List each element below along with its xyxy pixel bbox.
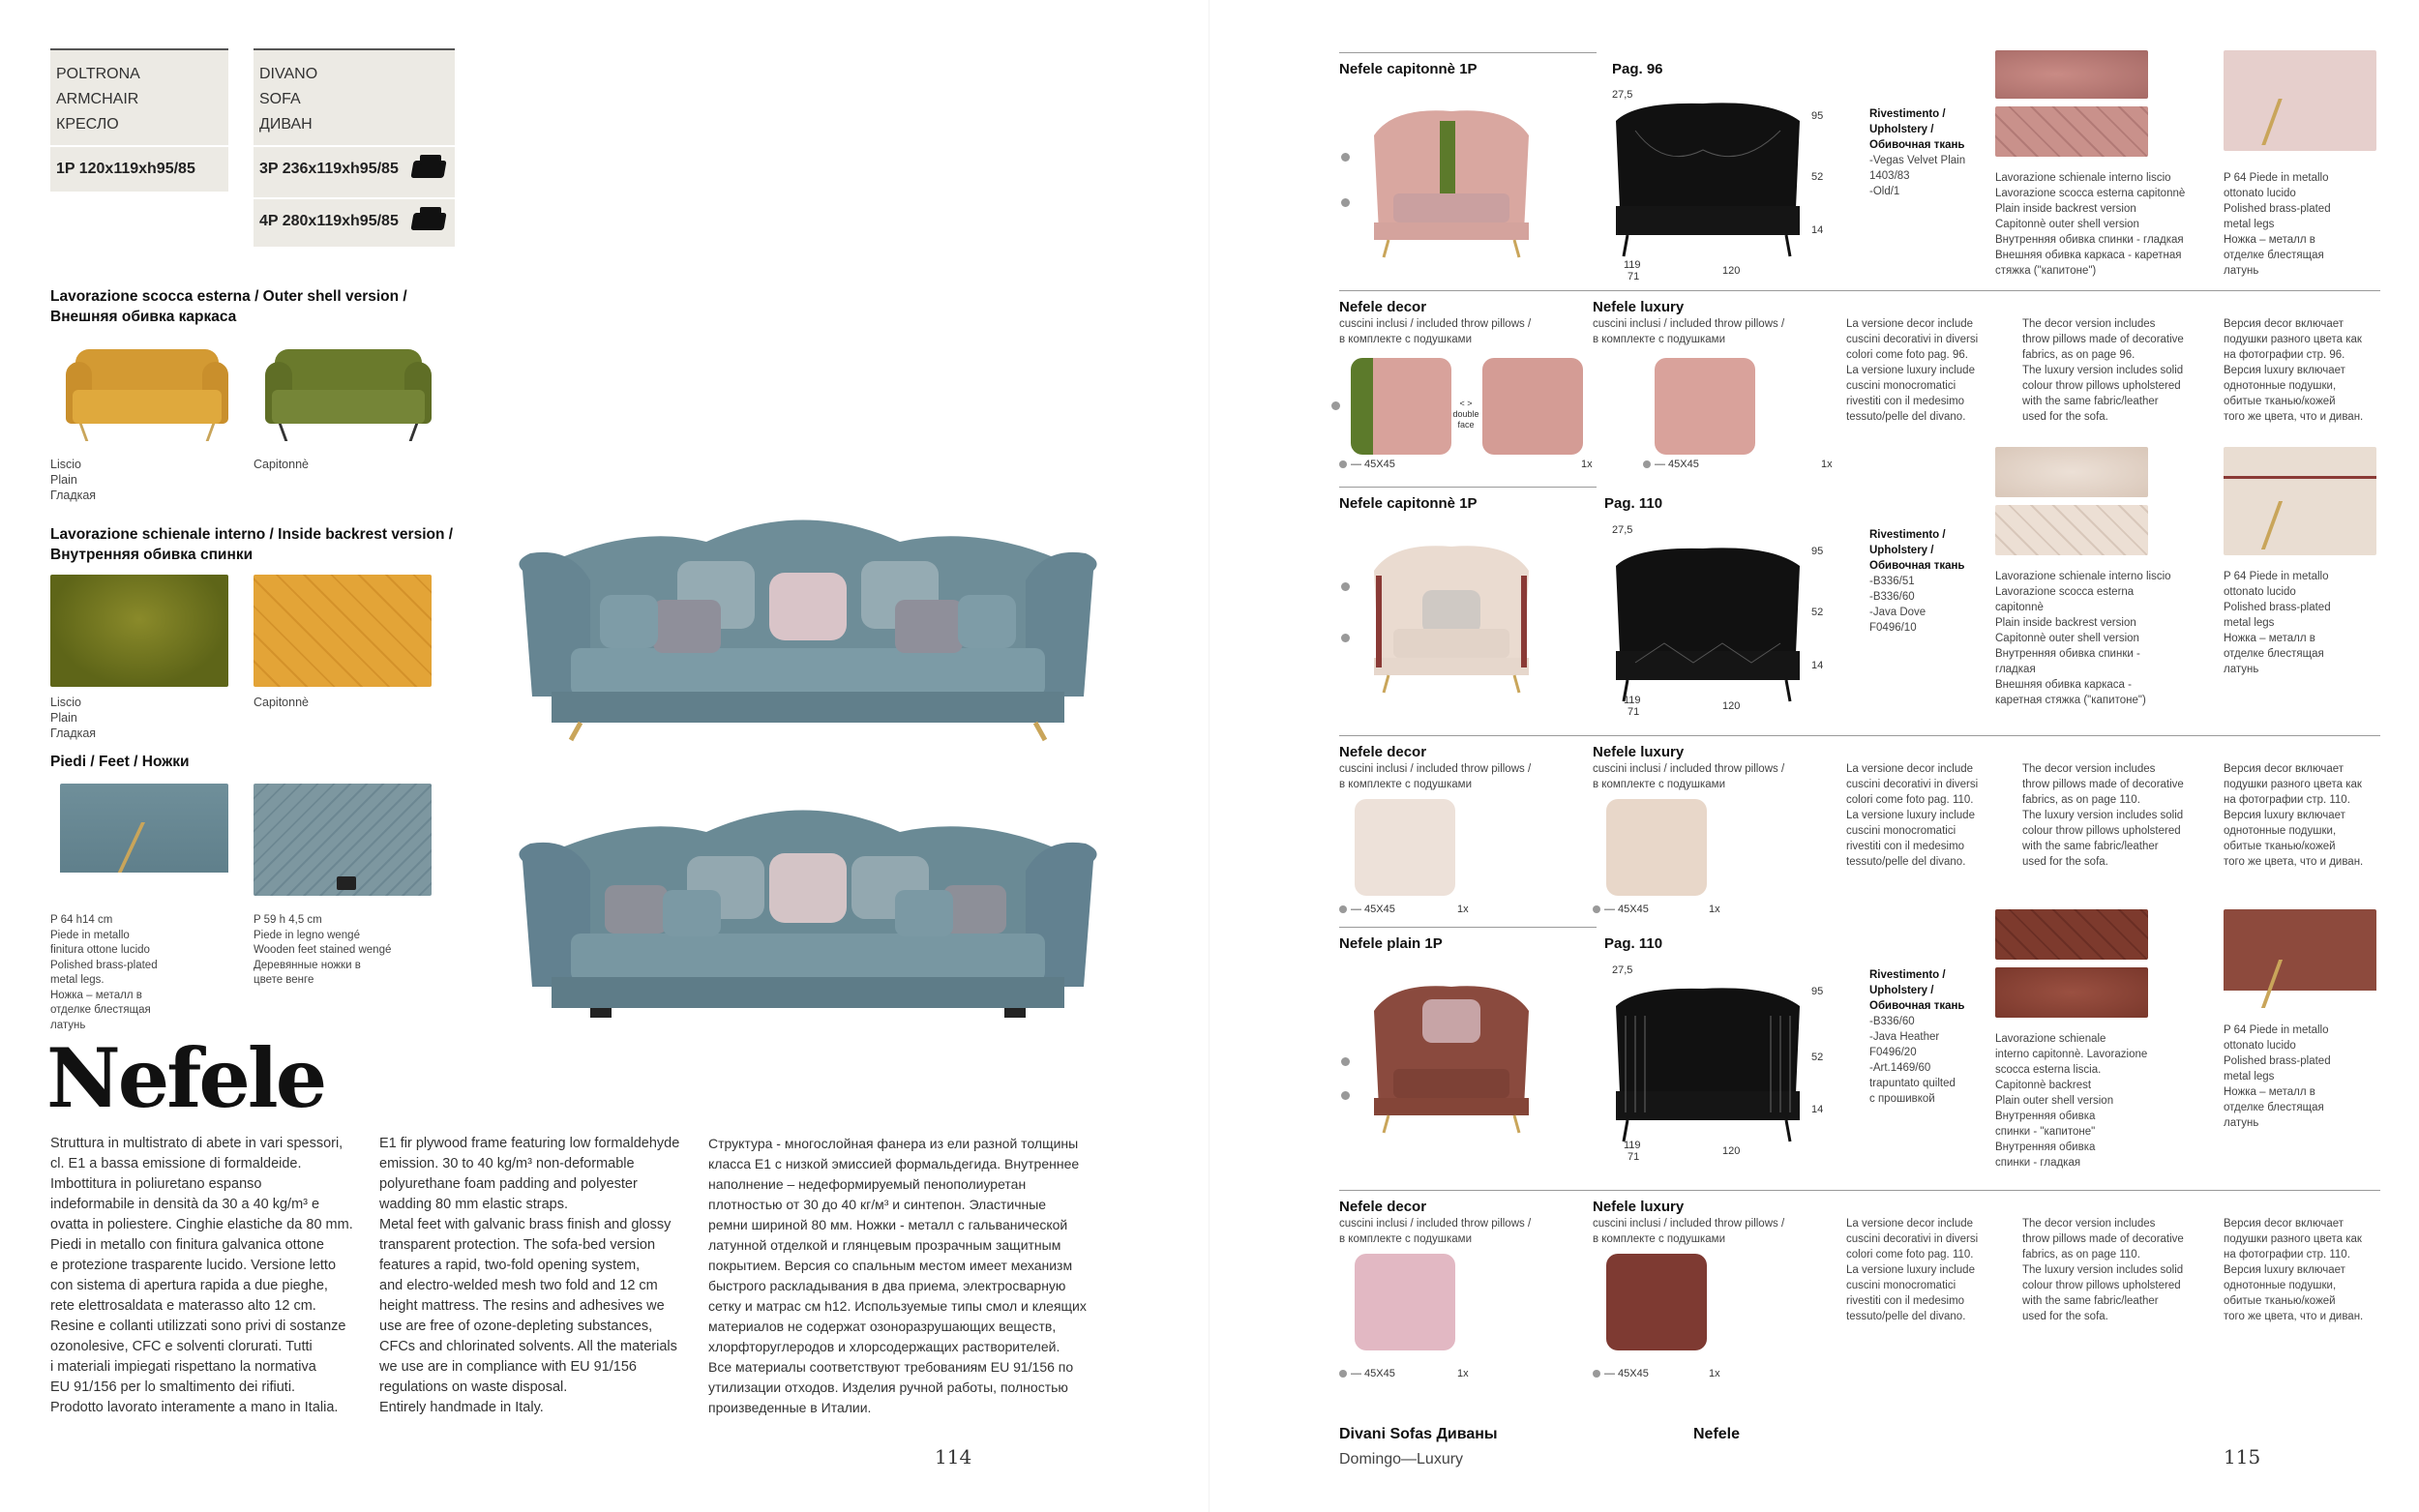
block1-description: Lavorazione schienale interno liscio Lavorazione scocca esterna capitonnè Plain inside backrest version Capitonnè outer shell version Внутренняя обивка спинки - гладкая Внешняя обивка каркаса - каретная стяжка ("капитоне") — [1995, 172, 2186, 277]
outer-shell-plain-label: Liscio Plain Гладкая — [50, 458, 97, 502]
decor1-pillow-qty: 1x — [1581, 459, 1593, 470]
luxury1-pillow-qty: 1x — [1821, 459, 1833, 470]
block1-title: Nefele capitonnè 1P — [1339, 61, 1478, 77]
block3-description: Lavorazione schienale interno capitonnè. Lavorazione scocca esterna liscia. Capitonnè backrest Plain outer shell version Внутренняя обивка спинки - "капитоне" Внутренняя обивка спинки - гладкая — [1995, 1033, 2148, 1169]
page-number-right: 115 — [2224, 1445, 2261, 1468]
decor3-title: Nefele decor — [1339, 1199, 1427, 1215]
backrest-plain-swatch — [50, 575, 228, 687]
decor2-pillow — [1355, 799, 1455, 896]
block2-armchair-image — [1355, 532, 1548, 697]
backrest-plain-label: Liscio Plain Гладкая — [50, 696, 97, 740]
decor1-subtitle: cuscini inclusi / included throw pillows / в комплекте с подушками — [1339, 318, 1532, 345]
block2-description: Lavorazione schienale interno liscio Lavorazione scocca esterna capitonnè Plain inside backrest version Capitonnè outer shell version Внутренняя обивка спинки - гладкая Внешняя обивка каркаса - каретная стяжка ("капитоне") — [1995, 571, 2171, 706]
decor1-info-it: La versione decor include cuscini decorativi in diversi colori come foto pag. 96. La versione luxury include cuscini monocromatici rivestiti con il medesimo tessuto/pelle del divano. — [1846, 318, 1979, 423]
luxury1-pillow — [1655, 358, 1755, 455]
decor2-info-it: La versione decor include cuscini decorativi in diversi colori come foto pag. 110. La versione luxury include cuscini monocromatici rivestiti con il medesimo tessuto/pelle del divano. — [1846, 763, 1979, 868]
sofa-image-metal-feet — [513, 503, 1103, 745]
block2-feet-photo — [2224, 447, 2376, 555]
sofa-image-wood-feet — [513, 793, 1103, 1025]
description-italian: Struttura in multistrato di abete in vari spessori, cl. E1 a bassa emissione di formaldeide. Imbottitura in poliuretano espanso indeformabile in densità da 30 a 40 kg/m³ e ovatta in poliestere. Cinghie elastiche da 80 mm. Piedi in metallo con finitura galvanica ottone e protezione trasparente lucido. Versione letto con sistema di apertura rapida a due pieghe, rete elettrosaldata e materasso alto 12 cm. Resine e collanti utilizzati sono privi di sostanze ozonolesive, CFC e solventi clorurati. Tutti i materiali impiegati rispettano la normativa EU 91/156 per lo smaltimento dei rifiuti. Prodotto lavorato interamente a mano in Italia. — [50, 1136, 353, 1415]
luxury1-pillow-size: — 45X45 — [1655, 459, 1699, 470]
sofa-names: DIVANO SOFA ДИВАН — [259, 66, 318, 133]
block2-feet-text: P 64 Piede in metallo ottonato lucido Polished brass-plated metal legs Ножка – металл в отделке блестящая латунь — [2224, 571, 2331, 675]
luxury3-subtitle: cuscini inclusi / included throw pillows / в комплекте с подушками — [1593, 1218, 1785, 1245]
decor3-pillow-qty: 1x — [1457, 1368, 1469, 1379]
block1-page-ref: Pag. 96 — [1612, 61, 1663, 77]
block3-armchair-image — [1355, 972, 1548, 1137]
double-face-label: < > double face — [1452, 399, 1479, 430]
page-number-left: 114 — [935, 1445, 972, 1468]
size-table-sofa — [254, 48, 455, 247]
block1-armchair-diagram — [1606, 92, 1809, 261]
sofa-4p-icon — [412, 207, 445, 230]
footer-section: Divani Sofas Диваны — [1339, 1426, 1498, 1442]
decor1-pillow-front — [1351, 358, 1451, 455]
luxury2-subtitle: cuscini inclusi / included throw pillows / в комплекте с подушками — [1593, 763, 1785, 790]
decor3-pillow-size: — 45X45 — [1351, 1368, 1395, 1379]
sofa-3p-icon — [412, 155, 445, 178]
outer-shell-heading: Lavorazione scocca esterna / Outer shell version / Внешняя обивка каркаса — [50, 288, 407, 325]
feet-metal-image — [60, 784, 228, 892]
block3-feet-photo — [2224, 909, 2376, 1014]
luxury3-title: Nefele luxury — [1593, 1199, 1685, 1215]
block2-upholstery: Rivestimento / Upholstery / Обивочная ткань -B336/51 -B336/60 -Java Dove F0496/10 — [1869, 529, 1965, 634]
description-russian: Структура - многослойная фанера из ели разной толщины класса E1 с низкой эмиссией формальдегида. Внутреннее наполнение – недеформируемый пенополиуретан плотностью от 30 до 40 кг/м³ и синтепон. Эластичные ремни шириной 80 мм. Ножки - металл с гальванической латунной отделкой и глянцевым прозрачным защитным покрытием. Версия со спальным местом имеет механизм быстрого раскладывания в два приема, электросварную сетку и матрас см h12. Используемые типы смол и клеящих материалов не содержат озоноразрушающих веществ, хлорфторуглеродов и хлорсодержащих растворителей. Все материалы соответствуют требованиям EU 91/156 по утилизации отходов. Изделия ручной работы, полностью произведенные в Италии. — [708, 1136, 1087, 1415]
luxury3-pillow — [1606, 1254, 1707, 1350]
luxury2-pillow-qty: 1x — [1709, 904, 1720, 915]
block1-fabric-swatch-2 — [1995, 106, 2148, 157]
decor2-info-en: The decor version includes throw pillows made of decorative fabrics, as on page 110. The luxury version includes solid colour throw pillows upholstered with the same fabric/leather used for the sofa. — [2022, 763, 2184, 868]
luxury1-subtitle: cuscini inclusi / included throw pillows / в комплекте с подушками — [1593, 318, 1785, 345]
luxury1-title: Nefele luxury — [1593, 299, 1685, 315]
decor3-info-ru: Версия decor включает подушки разного цвета как на фотографии стр. 110. Версия luxury включает однотонные подушки, обитые тканью/кожей того же цвета, что и диван. — [2224, 1218, 2364, 1322]
block3-armchair-diagram — [1606, 977, 1809, 1146]
decor2-info-ru: Версия decor включает подушки разного цвета как на фотографии стр. 110. Версия luxury включает однотонные подушки, обитые тканью/кожей того же цвета, что и диван. — [2224, 763, 2364, 868]
feet-heading: Piedi / Feet / Ножки — [50, 754, 190, 770]
footer-subtitle: Domingo—Luxury — [1339, 1451, 1464, 1468]
block1-feet-text: P 64 Piede in metallo ottonato lucido Polished brass-plated metal legs Ножка – металл в отделке блестящая латунь — [2224, 172, 2331, 277]
decor3-pillow — [1355, 1254, 1455, 1350]
block2-armchair-diagram — [1606, 537, 1809, 706]
decor2-pillow-qty: 1x — [1457, 904, 1469, 915]
decor2-subtitle: cuscini inclusi / included throw pillows / в комплекте с подушками — [1339, 763, 1532, 790]
luxury2-pillow-size: — 45X45 — [1604, 904, 1649, 915]
decor1-pillow-size: — 45X45 — [1351, 459, 1395, 470]
decor1-title: Nefele decor — [1339, 299, 1427, 315]
block3-fabric-swatch-1 — [1995, 909, 2148, 960]
right-page: Nefele capitonnè 1P Pag. 96 27,5 95 52 14 119 71 120 Rivestimento / Upholstery / Обивочная ткань -Vegas Velvet Plain 1403/83 -Old/1 Lavorazione schienale interno liscio Lavorazione scocca esterna capitonnè Plain inside backrest version Capitonnè outer shell version Внутренняя обивка спинки - гладкая Внешняя обивка каркаса - каретная стяжка ("капитоне") P 64 Piede in metallo ottonato lucido Polished brass-plated metal legs Ножка – металл в отделке блестящая латунь Nefele decor cuscini inclusi / included throw pillows / в комплекте с подушками Nefele luxury cuscini inclusi / included throw pillows / в комплекте с подушками < > double face — 45X45 1x — 45X45 1x La versione decor include cuscini decorativi in diversi colori come foto pag. 96. La versione luxury include cuscini monocromatici rivestiti con il medesimo tessuto/pelle del divano. The decor version includes throw pillows made of decorative fabrics, as on page 96. The luxury version includes solid colour throw pillows upholstered with the same fabric/leather used for the sofa. Версия decor включает подушки разного цвета как на фотографии стр. 96. Версия luxury включает однотонные подушки, обитые тканью/кожей того же цвета, что и диван. Nefele capitonnè 1P Pag. 110 27,5 95 52 14 119 71 120 Rivestimento / Upholstery / Обивочная ткань -B336/51 -B336/60 -Java Dove F0496/10 Lavorazione schienale interno liscio Lavorazione scocca esterna capitonnè Plain inside backrest version Capitonnè outer shell version Внутренняя обивка спинки - гладкая Внешняя обивка каркаса - каретная стяжка ("капитоне") P 64 Piede in metallo ottonato lucido Polished brass-plated metal legs Ножка – металл в отделке блестящая латунь Nefele decor cuscini inclusi / included throw pillows / в комплекте с подушками Nefele luxury cuscini inclusi / included throw pillows / в комплекте с подушками — 45X45 1x — 45X45 1x La versione decor include cuscini decorativi in diversi colori come foto pag. 110. La versione luxury include cuscini monocromatici rivestiti con il medesimo tessuto/pelle del divano. The decor version includes throw pillows made of decorative fabrics, as on page 110. The luxury version includes solid colour throw pillows upholstered with the same fabric/leather used for the sofa. Версия decor включает подушки разного цвета как на фотографии стр. 110. Версия luxury включает однотонные подушки, обитые тканью/кожей того же цвета, что и диван. Nefele plain 1P Pag. 110 27,5 95 52 14 119 71 120 Rivestimento / Upholstery / Обивочная ткань -B336/60 -Java Heather F0496/20 -Art.1469/60 trapuntato quilted с прошивкой Lavorazione schienale interno capitonnè. Lavorazione scocca esterna liscia. Capitonnè backrest Plain outer shell version Внутренняя обивка спинки - "капитоне" Внутренняя обивка спинки - гладкая P 64 Piede in metallo ottonato lucido Polished brass-plated metal legs Ножка – металл в отделке блестящая латунь Nefele decor cuscini inclusi / included throw pillows / в комплекте с подушками Nefele luxury cuscini inclusi / included throw pillows / в комплекте с подушками — 45X45 1x — 45X45 1x La versione decor include cuscini decorativi in diversi colori come foto pag. 110. La versione luxury include cuscini monocromatici rivestiti con il medesimo tessuto/pelle del divano. The decor version includes throw pillows made of decorative fabrics, as on page 110. The luxury version includes solid colour throw pillows upholstered with the same fabric/leather used for the sofa. Версия decor включает подушки разного цвета как на фотографии стр. 110. Версия luxury включает однотонные подушки, обитые тканью/кожей того же цвета, что и диван. Divani Sofas Диваны Domingo—Luxury Nefele 115 — [1210, 0, 2419, 1512]
decor1-pillow-back — [1482, 358, 1583, 455]
outer-shell-capitonne-label: Capitonnè — [254, 458, 309, 471]
block3-feet-text: P 64 Piede in metallo ottonato lucido Polished brass-plated metal legs Ножка – металл в отделке блестящая латунь — [2224, 1024, 2331, 1129]
block3-title: Nefele plain 1P — [1339, 935, 1443, 952]
backrest-capitonne-label: Capitonnè — [254, 696, 309, 709]
description-english: E1 fir plywood frame featuring low formaldehyde emission. 30 to 40 kg/m³ non-deformable polyurethane foam padding and polyester wadding 80 mm elastic straps. Metal feet with galvanic brass finish and glossy transparent protection. The sofa-bed version features a rapid, two-fold opening system, and electro-welded mesh two fold and 12 cm height mattress. The resins and adhesives we use are free of ozone-depleting substances, CFCs and chlorinated solvents. All the materials we use are in compliance with EU 91/156 regulations on waste disposal. Entirely handmade in Italy. — [379, 1136, 680, 1415]
product-title: Nefele — [46, 1030, 325, 1126]
feet-metal-label: P 64 h14 cm Piede in metallo finitura ottone lucido Polished brass-plated metal legs. Ножка – металл в отделке блестящая латунь — [50, 914, 158, 1031]
luxury3-pillow-qty: 1x — [1709, 1368, 1720, 1379]
block3-fabric-swatch-2 — [1995, 967, 2148, 1018]
feet-wood-image — [254, 784, 432, 896]
luxury3-pillow-size: — 45X45 — [1604, 1368, 1649, 1379]
sofa-4p-size: 4P 280x119xh95/85 — [259, 213, 399, 229]
decor2-title: Nefele decor — [1339, 744, 1427, 760]
decor3-info-it: La versione decor include cuscini decorativi in diversi colori come foto pag. 110. La versione luxury include cuscini monocromatici rivestiti con il medesimo tessuto/pelle del divano. — [1846, 1218, 1979, 1322]
sofa-3p-size: 3P 236x119xh95/85 — [259, 161, 399, 177]
block2-title: Nefele capitonnè 1P — [1339, 495, 1478, 512]
decor1-info-en: The decor version includes throw pillows made of decorative fabrics, as on page 96. The luxury version includes solid colour throw pillows upholstered with the same fabric/leather used for the sofa. — [2022, 318, 2184, 423]
block1-armchair-image — [1355, 97, 1548, 261]
feet-wood-label: P 59 h 4,5 cm Piede in legno wengé Wooden feet stained wengé Деревянные ножки в цвете венге — [254, 914, 392, 986]
luxury2-pillow — [1606, 799, 1707, 896]
block1-upholstery: Rivestimento / Upholstery / Обивочная ткань -Vegas Velvet Plain 1403/83 -Old/1 — [1869, 108, 1966, 197]
decor2-pillow-size: — 45X45 — [1351, 904, 1395, 915]
backrest-capitonne-swatch — [254, 575, 432, 687]
block1-fabric-swatch-1 — [1995, 50, 2148, 99]
block3-upholstery: Rivestimento / Upholstery / Обивочная ткань -B336/60 -Java Heather F0496/20 -Art.1469/60 trapuntato quilted с прошивкой — [1869, 969, 1965, 1105]
block3-page-ref: Pag. 110 — [1604, 935, 1663, 952]
outer-shell-plain-image — [66, 339, 228, 445]
footer-product-name: Nefele — [1693, 1426, 1741, 1442]
block2-fabric-swatch-2 — [1995, 505, 2148, 555]
armchair-size: 1P 120x119xh95/85 — [56, 161, 195, 177]
block2-fabric-swatch-1 — [1995, 447, 2148, 497]
decor3-subtitle: cuscini inclusi / included throw pillows / в комплекте с подушками — [1339, 1218, 1532, 1245]
decor1-info-ru: Версия decor включает подушки разного цвета как на фотографии стр. 96. Версия luxury включает однотонные подушки, обитые тканью/кожей того же цвета, что и диван. — [2224, 318, 2364, 423]
inside-backrest-heading: Lavorazione schienale interno / Inside backrest version / Внутренняя обивка спинки — [50, 526, 454, 563]
block2-page-ref: Pag. 110 — [1604, 495, 1663, 512]
block1-feet-photo — [2224, 50, 2376, 151]
size-table-armchair — [50, 48, 228, 192]
luxury2-title: Nefele luxury — [1593, 744, 1685, 760]
decor3-info-en: The decor version includes throw pillows made of decorative fabrics, as on page 110. The luxury version includes solid colour throw pillows upholstered with the same fabric/leather used for the sofa. — [2022, 1218, 2184, 1322]
outer-shell-capitonne-image — [265, 339, 432, 445]
armchair-names: POLTRONA ARMCHAIR КРЕСЛО — [56, 66, 140, 133]
